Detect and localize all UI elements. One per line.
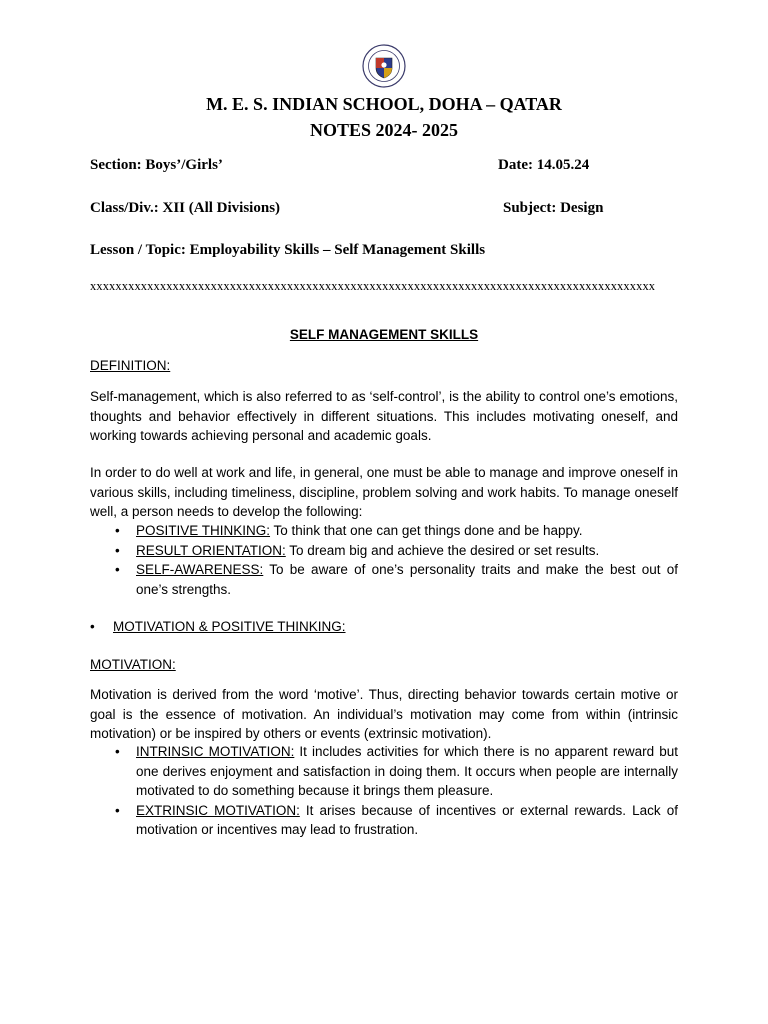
motivation-label: MOTIVATION: bbox=[90, 657, 176, 672]
skills-list bbox=[90, 521, 678, 599]
motivation-types-list bbox=[90, 742, 678, 840]
motivation-paragraph: Motivation is derived from the word ‘motive’. Thus, directing behavior towards certain motive or goal is the essence of motivation. An individual’s motivation may come from within (intrinsic motivation) or be inspired by others or events (extrinsic motivation). bbox=[90, 687, 678, 741]
bullet-icon: • bbox=[115, 542, 120, 558]
list-item bbox=[90, 521, 678, 541]
intro-paragraph: In order to do well at work and life, in general, one must be able to manage and improve oneself in various skills, including timeliness, discipline, problem solving and work habits. To manage oneself well, a person needs to develop the following: bbox=[90, 465, 678, 519]
class-div-label: Class/Div.: XII (All Divisions) bbox=[90, 200, 281, 216]
motivation-term: INTRINSIC MOTIVATION: bbox=[136, 744, 295, 759]
list-item bbox=[90, 541, 678, 561]
date-label: Date: 14.05.24 bbox=[498, 157, 590, 173]
definition-label: DEFINITION: bbox=[90, 358, 171, 373]
skill-term: POSITIVE THINKING: bbox=[136, 523, 271, 538]
skill-desc: To think that one can get things done and be happy. bbox=[270, 523, 583, 538]
skill-term: RESULT ORIENTATION: bbox=[136, 542, 286, 558]
bullet-icon: • bbox=[115, 744, 120, 759]
bullet-icon: • bbox=[115, 562, 120, 577]
section-heading: SELF MANAGEMENT SKILLS bbox=[289, 327, 479, 342]
bullet-icon: • bbox=[115, 523, 120, 538]
list-item bbox=[90, 742, 678, 801]
lesson-topic-label: Lesson / Topic: Employability Skills – Self Management Skills bbox=[90, 242, 486, 258]
skill-term: SELF-AWARENESS: bbox=[136, 562, 264, 577]
skill-desc: To dream big and achieve the desired or set results. bbox=[285, 542, 600, 558]
bullet-icon: • bbox=[90, 619, 95, 634]
notes-title: NOTES 2024- 2025 bbox=[309, 120, 459, 140]
motivation-desc: It arises because of incentives or external rewards. Lack of motivation or incentives may lead to frustration. bbox=[136, 802, 678, 837]
separator-line: xxxxxxxxxxxxxxxxxxxxxxxxxxxxxxxxxxxxxxxxxxxxxxxxxxxxxxxxxxxxxxxxxxxxxxxxxxxxxxxxxxxxxxxxx bbox=[90, 279, 656, 293]
list-item bbox=[90, 801, 678, 840]
bullet-icon: • bbox=[115, 802, 120, 818]
school-crest-icon bbox=[362, 44, 406, 88]
skill-desc: To be aware of one’s personality traits and make the best out of one’s strengths. bbox=[136, 562, 678, 597]
section-label: Section: Boys’/Girls’ bbox=[90, 157, 223, 173]
motivation-bullet-label: MOTIVATION & POSITIVE THINKING: bbox=[113, 619, 346, 634]
school-name: M. E. S. INDIAN SCHOOL, DOHA – QATAR bbox=[206, 94, 562, 114]
motivation-term: EXTRINSIC MOTIVATION: bbox=[136, 802, 300, 818]
subject-label: Subject: Design bbox=[503, 200, 604, 216]
motivation-desc: It includes activities for which there is no apparent reward but one derives enjoyment and satisfaction in doing them. It occurs when people are internally motivated to do something because it brings them pleasure. bbox=[136, 744, 679, 798]
definition-paragraph: Self-management, which is also referred to as ‘self-control’, is the ability to control one’s emotions, thoughts and behavior effectively in different situations. This includes motivating oneself, and working towards achieving personal and academic goals. bbox=[90, 389, 678, 443]
list-item bbox=[90, 560, 678, 599]
